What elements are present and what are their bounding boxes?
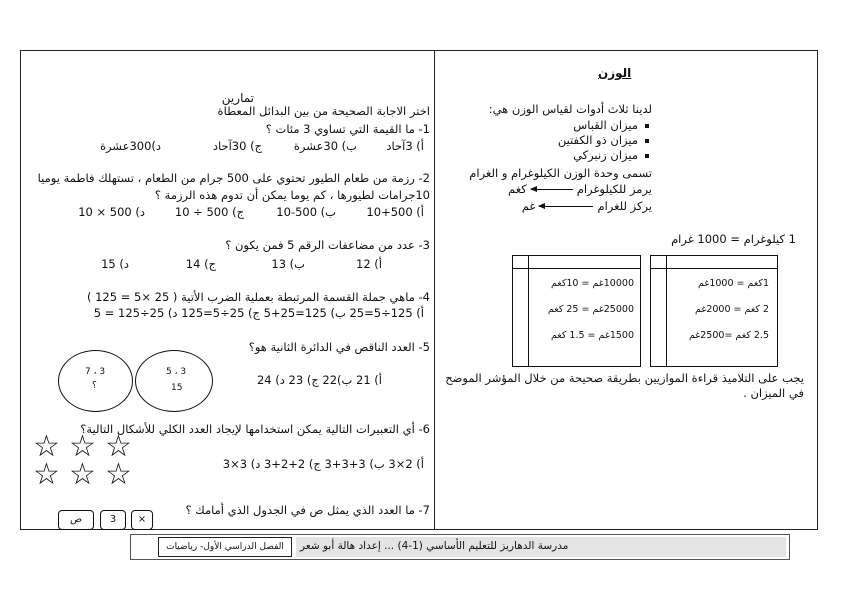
exercises-title: تمارين [221,91,254,105]
table-cell: 1كغم = 1000غم [698,278,769,289]
kg-gram-equation: 1 كيلوغرام = 1000 غرام [671,232,796,246]
q3-option: ب) 13 [271,257,305,271]
circle-second [135,350,213,412]
table-cell: 2.5 كغم =2500غم [688,330,769,341]
kg-symbol: كغم [508,182,527,196]
table-cell: 2 كغم = 2000غم [695,304,769,315]
star-icon: ☆ [33,429,60,464]
q1-option: ب) 30عشرة [293,139,357,153]
q5-text: 5- العدد الناقص في الدائرة الثانية هو؟ [248,340,430,354]
conversion-table-right [650,255,778,367]
q7-box-sad: ص [58,510,94,530]
q6-text: 6- أي التعبيرات التالية يمكن استخدامها لإيجاد العدد الكلي للأشكال التالية؟ [80,422,430,436]
star-icon: ☆ [105,429,132,464]
circle-first [58,350,133,412]
q4-options: أ) 125÷5=25 ب) 125=25+5 ج) 25÷5=125 د) 25÷125 = 5 [93,306,424,320]
circle-value: 15 [171,383,183,393]
q3-option: أ) 12 [356,257,382,271]
footer-school: مدرسة الدهاريز للتعليم الأساسي (1-4) ... إعداد هالة أبو شعر [300,540,569,552]
q3-option: ج) 14 [185,257,216,271]
q1-option: ج) 30آحاد [212,139,262,153]
arrow-icon [539,206,593,207]
q1-option: د)300عشرة [99,139,161,153]
q2-line-2: 10جرامات لطيورها ، كم يوما يمكن أن تدوم هذه الرزمة ؟ [154,188,430,202]
q7-text: 7- ما العدد الذي يمثل ص في الجدول الذي أمامك ؟ [185,503,430,517]
kg-label: يرمز للكيلوغرام [576,182,652,196]
weight-title: الوزن [598,66,632,80]
g-symbol-line [522,199,652,214]
q2-option: أ) 500+10 [366,205,424,219]
q7-box-three: 3 [100,510,126,530]
star-icon: ☆ [33,457,60,492]
footer-subject-label: الفصل الدراسي الأول- رياضيات [158,537,292,557]
q3-text: 3- عدد من مضاعفات الرقم 5 فمن يكون ؟ [225,238,430,252]
tool-item: ميزان ذو الكفتين [558,133,652,148]
kg-symbol-line [508,182,652,197]
g-symbol: غم [521,199,536,213]
tool-item: ميزان القباس [558,118,652,133]
q5-options: أ) 21 ب)22 ج) 23 د) 24 [256,373,382,387]
arrow-icon [531,189,573,190]
q6-options: أ) 2×3 ب) 3+3+3 ج) 2+2+3 د) 3×3 [222,457,424,471]
table-cell: 1500غم = 1.5 كغم [550,330,634,341]
q2-option: د) 500 × 10 [78,205,145,219]
tools-list [558,118,652,163]
q1-option: أ) 3آحاد [386,139,424,153]
column-divider [434,50,435,530]
units-line: تسمى وحدة الوزن الكيلوغرام و الغرام [469,166,652,180]
table-cell: 25000غم = 25 كغم [547,304,634,315]
q2-option: ب) 500-10 [276,205,336,219]
instruction: اختر الاجابة الصحيحة من بين البدائل المعطاة [217,104,430,118]
star-icon: ☆ [69,457,96,492]
circle-value: 3 ، 7 [85,367,106,377]
q3-option: د) 15 [101,257,129,271]
q2-line-1: 2- رزمة من طعام الطيور تحتوي على 500 جرام من الطعام ، تستهلك فاطمة يوميا [37,171,430,185]
q1-text: 1- ما القيمة التي تساوي 3 مئات ؟ [265,122,430,136]
star-icon: ☆ [105,457,132,492]
g-label: يركز للغرام [597,199,652,213]
star-icon: ☆ [69,429,96,464]
conversion-table-left [512,255,641,367]
tools-intro: لدينا ثلاث أدوات لقياس الوزن هي: [488,102,652,116]
tool-item: ميزان زنبركي [558,148,652,163]
note-line-2: في الميزان . [743,386,804,400]
circle-value: 3 ، 5 [166,367,187,377]
q7-box-multiply: × [131,510,153,530]
note-line-1: يجب على التلاميذ قراءة الموازيين بطريقة صحيحة من خلال المؤشر الموضح [445,371,804,385]
table-cell: 10000غم = 10كغم [550,278,634,289]
q2-option: ج) 500 ÷ 10 [174,205,244,219]
q4-text: 4- ماهي جملة القسمة المرتبطة بعملية الضرب الأتية ( 25 ×5 = 125 ) [86,290,430,304]
circle-value: ؟ [92,381,97,391]
